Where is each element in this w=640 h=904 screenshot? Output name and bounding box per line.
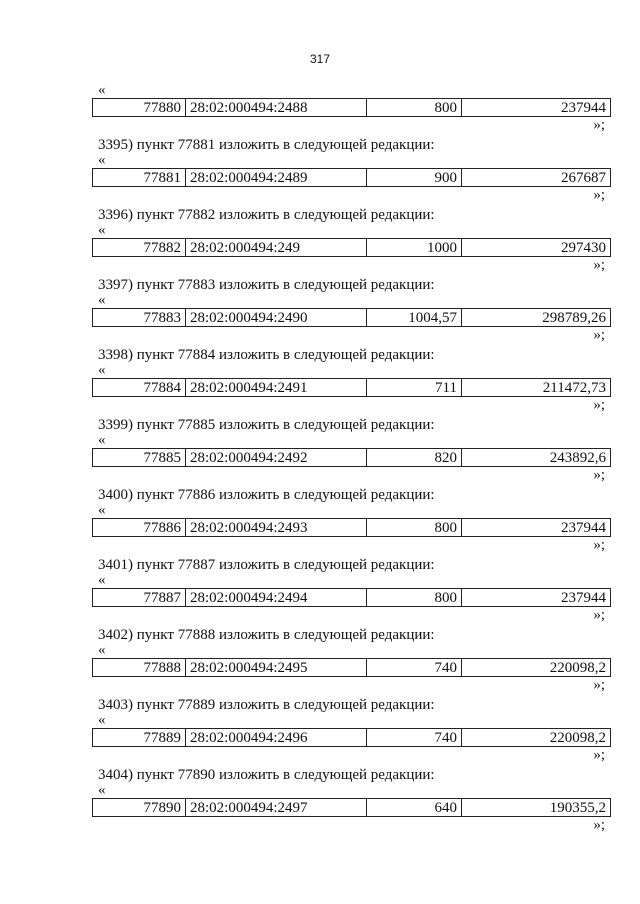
amendment-caption: 3400) пункт 77886 изложить в следующей редакции: (98, 487, 435, 503)
amendment-block (92, 697, 611, 767)
item-number-cell: 77885 (93, 449, 186, 467)
value-cell: 243892,6 (462, 449, 611, 467)
item-number-cell: 77888 (93, 659, 186, 677)
area-cell: 740 (367, 729, 462, 747)
item-number-cell: 77884 (93, 379, 186, 397)
table-row (93, 589, 611, 607)
area-cell: 711 (367, 379, 462, 397)
value-cell: 190355,2 (462, 799, 611, 817)
data-row-table (92, 518, 611, 537)
close-quote: »; (593, 607, 605, 623)
close-quote: »; (593, 677, 605, 693)
document-body (92, 82, 611, 837)
item-number-cell: 77882 (93, 239, 186, 257)
amendment-list (92, 137, 611, 837)
data-row-table (92, 378, 611, 397)
area-cell: 800 (367, 519, 462, 537)
amendment-caption: 3403) пункт 77889 изложить в следующей редакции: (98, 697, 435, 713)
amendment-block (92, 137, 611, 207)
value-cell: 298789,26 (462, 309, 611, 327)
cadastral-number-cell: 28:02:000494:2488 (186, 99, 367, 117)
cadastral-number-cell: 28:02:000494:2491 (186, 379, 367, 397)
table-row (93, 379, 611, 397)
value-cell: 237944 (462, 589, 611, 607)
item-number-cell: 77890 (93, 799, 186, 817)
cadastral-number-cell: 28:02:000494:2489 (186, 169, 367, 187)
area-cell: 800 (367, 99, 462, 117)
value-cell: 211472,73 (462, 379, 611, 397)
close-quote: »; (593, 257, 605, 273)
table-row (93, 239, 611, 257)
cadastral-number-cell: 28:02:000494:2494 (186, 589, 367, 607)
amendment-caption: 3398) пункт 77884 изложить в следующей редакции: (98, 347, 435, 363)
area-cell: 900 (367, 169, 462, 187)
table-row (93, 309, 611, 327)
data-row-table (92, 238, 611, 257)
area-cell: 800 (367, 589, 462, 607)
close-quote: »; (593, 467, 605, 483)
value-cell: 297430 (462, 239, 611, 257)
open-quote: « (98, 642, 106, 658)
open-quote: « (98, 502, 106, 518)
table-row (93, 799, 611, 817)
data-row-table (92, 658, 611, 677)
amendment-block (92, 207, 611, 277)
page-number: 317 (309, 52, 331, 66)
cadastral-number-cell: 28:02:000494:2496 (186, 729, 367, 747)
cadastral-number-cell: 28:02:000494:2492 (186, 449, 367, 467)
close-quote: »; (593, 327, 605, 343)
item-number-cell: 77889 (93, 729, 186, 747)
amendment-caption: 3395) пункт 77881 изложить в следующей редакции: (98, 137, 435, 153)
close-quote: »; (593, 117, 605, 133)
table-row (93, 659, 611, 677)
area-cell: 1000 (367, 239, 462, 257)
value-cell: 267687 (462, 169, 611, 187)
cadastral-number-cell: 28:02:000494:2493 (186, 519, 367, 537)
amendment-block (92, 277, 611, 347)
open-quote: « (98, 362, 106, 378)
area-cell: 740 (367, 659, 462, 677)
data-row-table (92, 798, 611, 817)
value-cell: 237944 (462, 519, 611, 537)
amendment-block (92, 417, 611, 487)
amendment-caption: 3402) пункт 77888 изложить в следующей редакции: (98, 627, 435, 643)
value-cell: 220098,2 (462, 659, 611, 677)
table-row (93, 449, 611, 467)
area-cell: 820 (367, 449, 462, 467)
value-cell: 220098,2 (462, 729, 611, 747)
open-quote: « (98, 292, 106, 308)
table-row (93, 169, 611, 187)
item-number-cell: 77883 (93, 309, 186, 327)
item-number-cell: 77880 (93, 99, 186, 117)
amendment-block-first (92, 82, 611, 137)
data-row-table (92, 588, 611, 607)
open-quote: « (98, 712, 106, 728)
amendment-caption: 3399) пункт 77885 изложить в следующей редакции: (98, 417, 435, 433)
table-row (93, 729, 611, 747)
amendment-caption: 3401) пункт 77887 изложить в следующей редакции: (98, 557, 435, 573)
cadastral-number-cell: 28:02:000494:2495 (186, 659, 367, 677)
data-row-table (92, 168, 611, 187)
open-quote: « (98, 432, 106, 448)
cadastral-number-cell: 28:02:000494:249 (186, 239, 367, 257)
open-quote: « (98, 152, 106, 168)
close-quote: »; (593, 817, 605, 833)
table-row (93, 99, 611, 117)
amendment-block (92, 487, 611, 557)
open-quote: « (98, 572, 106, 588)
cadastral-number-cell: 28:02:000494:2490 (186, 309, 367, 327)
data-row-table (92, 98, 611, 117)
table-row (93, 519, 611, 537)
item-number-cell: 77887 (93, 589, 186, 607)
amendment-caption: 3397) пункт 77883 изложить в следующей редакции: (98, 277, 435, 293)
item-number-cell: 77886 (93, 519, 186, 537)
open-quote: « (98, 782, 106, 798)
area-cell: 640 (367, 799, 462, 817)
item-number-cell: 77881 (93, 169, 186, 187)
amendment-block (92, 627, 611, 697)
data-row-table (92, 308, 611, 327)
data-row-table (92, 448, 611, 467)
close-quote: »; (593, 537, 605, 553)
open-quote: « (98, 82, 106, 98)
amendment-block (92, 347, 611, 417)
amendment-caption: 3396) пункт 77882 изложить в следующей редакции: (98, 207, 435, 223)
amendment-caption: 3404) пункт 77890 изложить в следующей редакции: (98, 767, 435, 783)
amendment-block (92, 557, 611, 627)
amendment-block (92, 767, 611, 837)
close-quote: »; (593, 187, 605, 203)
close-quote: »; (593, 397, 605, 413)
close-quote: »; (593, 747, 605, 763)
open-quote: « (98, 222, 106, 238)
value-cell: 237944 (462, 99, 611, 117)
data-row-table (92, 728, 611, 747)
area-cell: 1004,57 (367, 309, 462, 327)
cadastral-number-cell: 28:02:000494:2497 (186, 799, 367, 817)
